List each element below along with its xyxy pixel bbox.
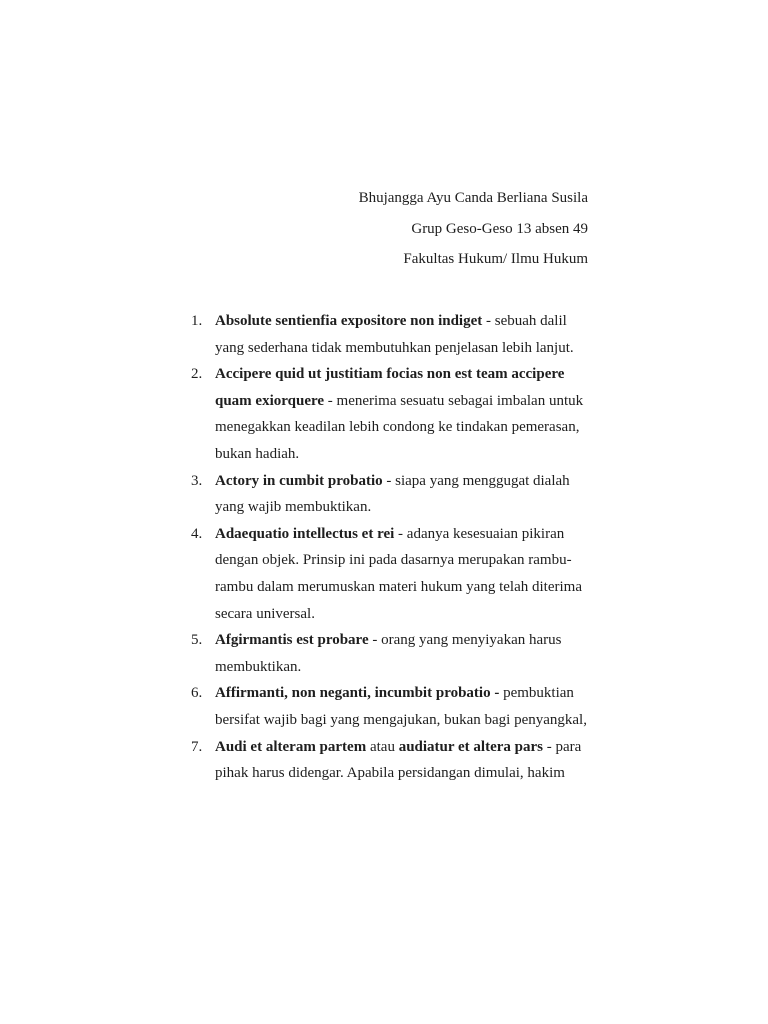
legal-maxims-list [191,308,591,787]
author-name: Bhujangga Ayu Canda Berliana Susila [358,190,588,206]
author-faculty: Fakultas Hukum/ Ilmu Hukum [403,251,588,267]
list-item-term: Audi et alteram partem [215,738,367,755]
list-item-term: Actory in cumbit probatio [215,472,383,489]
list-item-term: Adaequatio intellectus et rei [215,525,395,542]
list-item-term: Absolute sentienfia expositore non indiget [215,313,483,329]
list-item-text: - siapa yang menggugat dialah yang wajib membuktikan. [215,472,570,516]
list-item-text: - menerima sesuatu sebagai imbalan untuk menegakkan keadilan lebih condong ke tindakan pemerasan, bukan hadiah. [215,392,584,462]
list-item [191,680,591,733]
list-item-number: 5. [191,632,203,649]
list-item-number: 6. [191,685,203,702]
list-item-number: 2. [191,366,203,383]
list-item [191,468,591,521]
list-item-connector: atau [366,738,399,755]
list-item [191,308,591,361]
list-item-text: - para pihak harus didengar. Apabila persidangan dimulai, hakim [215,738,582,782]
list-item-text: - sebuah dalil yang sederhana tidak membutuhkan penjelasan lebih lanjut. [215,313,574,356]
list-item [191,521,591,627]
list-item [191,361,591,467]
author-group: Grup Geso-Geso 13 absen 49 [411,220,588,237]
list-item-term-alt: audiatur et altera pars [398,738,543,755]
list-item-number: 4. [191,525,203,542]
list-item-term: Afgirmantis est probare [215,632,369,649]
list-item-text: pembuktian bersifat wajib bagi yang mengajukan, bukan bagi penyangkal, [215,685,587,728]
list-item-term: Affirmanti, non neganti, incumbit probatio - [215,685,500,702]
list-item-number: 1. [191,313,203,329]
list-item [191,734,591,787]
list-item [191,627,591,680]
author-block [359,183,588,275]
list-item-text: - orang yang menyiyakan harus membuktikan. [215,632,562,675]
list-item-text: - adanya kesesuaian pikiran dengan objek. Prinsip ini pada dasarnya merupakan rambu-rambu dalam merumuskan materi hukum yang telah diterima secara universal. [215,525,582,622]
list-item-number: 3. [191,472,203,489]
list-item-term: Accipere quid ut justitiam focias non est team accipere quam exiorquere [215,366,565,409]
list-item-number: 7. [191,738,203,755]
